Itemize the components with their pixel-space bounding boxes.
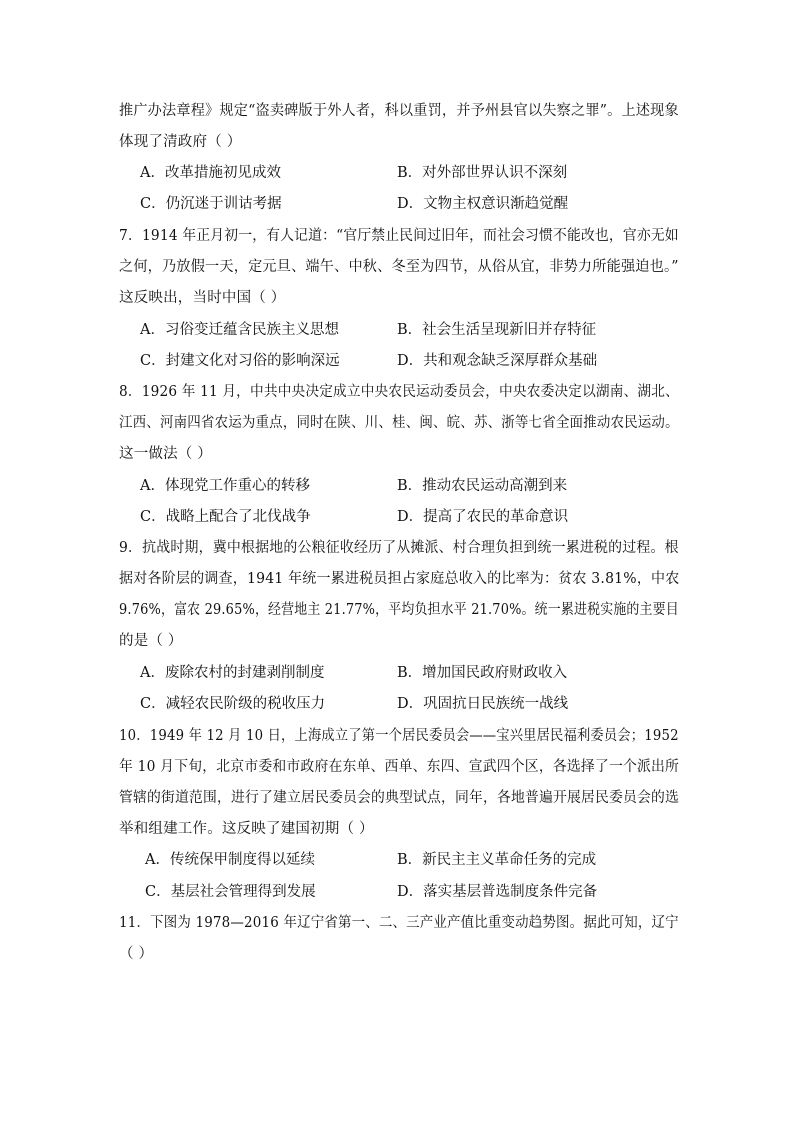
q11-stem-line-2: （ ） (119, 946, 154, 962)
q10-option-b: B．新民主主义革命任务的完成 (397, 852, 597, 868)
q6-option-c: C．仍沉迷于训诂考据 (140, 196, 282, 212)
q9-stem-line-4: 的是（ ） (119, 633, 183, 649)
q8-option-a: A．体现党工作重心的转移 (140, 478, 310, 494)
q8-option-c: C．战略上配合了北伐战争 (140, 509, 311, 525)
q7-stem-line-1: 7．1914 年正月初一，有人记道：“官厅禁止民间过旧年，而社会习惯不能改也，官亦无如 (119, 228, 679, 244)
q10-stem-line-1: 10．1949 年 12 月 10 日，上海成立了第一个居民委员会——宝兴里居民福利委员会；1952 (119, 728, 679, 744)
q6-option-b: B．对外部世界认识不深刻 (397, 165, 568, 181)
q9-stem-line-2: 据对各阶层的调查，1941 年统一累进税员担占家庭总收入的比率为：贫农 3.81%，中农 (119, 571, 680, 587)
q6-stem-line-1: 推广办法章程》规定“盗卖碑版于外人者，科以重罚，并予州县官以失察之罪”。上述现象 (119, 103, 679, 119)
q7-stem-line-3: 这反映出，当时中国（ ） (119, 290, 286, 306)
q7-option-d: D．共和观念缺乏深厚群众基础 (397, 353, 598, 369)
q8-stem-line-3: 这一做法（ ） (119, 446, 213, 462)
q11-stem-line-1: 11．下图为 1978—2016 年辽宁省第一、二、三产业产值比重变动趋势图。据此可知，辽宁 (119, 915, 679, 931)
q6-stem-line-2: 体现了清政府（ ） (119, 134, 242, 150)
q10-stem-line-2: 年 10 月下旬，北京市委和市政府在东单、西单、东四、宣武四个区，各选择了一个派出所 (119, 759, 680, 775)
q6-option-a: A．改革措施初见成效 (140, 165, 281, 181)
q9-stem-line-3: 9.76%，富农 29.65%，经营地主 21.77%，平均负担水平 21.70%。统一累进税实施的主要目 (119, 602, 679, 618)
q9-option-d: D．巩固抗日民族统一战线 (397, 696, 569, 712)
q9-option-a: A．废除农村的封建剥削制度 (140, 665, 325, 681)
q7-option-b: B．社会生活呈现新旧并存特征 (397, 322, 597, 338)
q8-stem-line-2: 江西、河南四省农运为重点，同时在陕、川、桂、闽、皖、苏、浙等七省全面推动农民运动。 (119, 415, 679, 431)
q8-stem-line-1: 8．1926 年 11 月，中共中央决定成立中央农民运动委员会，中央农委决定以湖南、湖北、 (119, 384, 679, 400)
q10-option-a: A．传统保甲制度得以延续 (145, 852, 315, 868)
q8-option-d: D．提高了农民的革命意识 (397, 509, 569, 525)
q10-option-c: C．基层社会管理得到发展 (145, 884, 316, 900)
q7-stem-line-2: 之何，乃放假一天，定元旦、端午、中秋、冬至为四节，从俗从宜，非势力所能强迫也。” (119, 259, 679, 275)
q8-option-b: B．推动农民运动高潮到来 (397, 478, 568, 494)
q9-option-b: B．增加国民政府财政收入 (397, 665, 568, 681)
q9-stem-line-1: 9．抗战时期，冀中根据地的公粮征收经历了从摊派、村合理负担到统一累进税的过程。根 (119, 540, 679, 556)
q7-option-a: A．习俗变迁蕴含民族主义思想 (140, 322, 339, 338)
q10-stem-line-3: 管辖的街道范围，进行了建立居民委员会的典型试点，同年，各地普遍开展居民委员会的选 (119, 790, 680, 806)
q10-stem-line-4: 举和组建工作。这反映了建国初期（ ） (119, 821, 374, 837)
q10-option-d: D．落实基层普选制度条件完备 (397, 884, 598, 900)
q6-option-d: D．文物主权意识渐趋觉醒 (397, 196, 569, 212)
q9-option-c: C．减轻农民阶级的税收压力 (140, 696, 326, 712)
q7-option-c: C．封建文化对习俗的影响深远 (140, 353, 340, 369)
